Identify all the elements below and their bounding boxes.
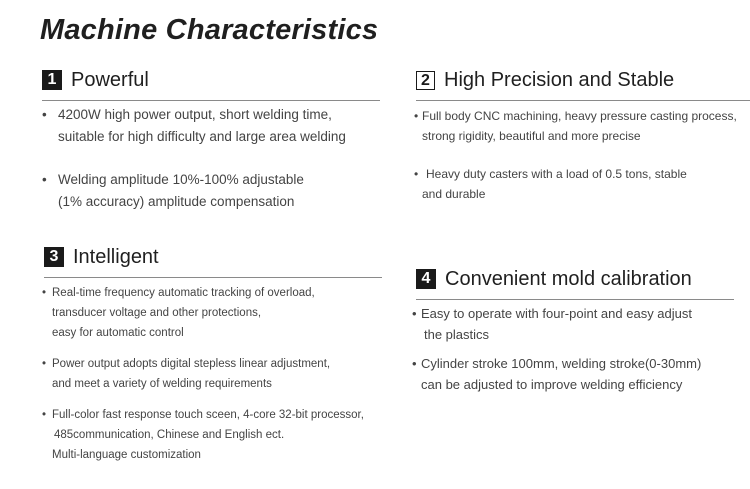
bullet-line: Multi-language customization — [52, 449, 201, 461]
section-divider — [42, 100, 380, 101]
bullet-dot-icon: • — [412, 356, 417, 371]
bullet-line: and durable — [422, 187, 486, 201]
bullet-item — [412, 353, 701, 395]
section-intelligent — [44, 245, 382, 278]
bullet-dot-icon: • — [42, 358, 47, 370]
section-number-badge: 3 — [44, 247, 64, 267]
bullet-line: Power output adopts digital stepless linear adjustment, — [52, 358, 331, 370]
bullet-line: and meet a variety of welding requirements — [52, 378, 272, 390]
section-mold-calibration — [416, 267, 734, 300]
bullet-line: can be adjusted to improve welding efficiency — [421, 377, 683, 392]
bullet-dot-icon: • — [414, 109, 419, 123]
section-header — [42, 68, 380, 92]
bullet-line: Full-color fast response touch sceen, 4-core 32-bit processor, — [52, 409, 364, 421]
bullet-item — [414, 106, 737, 146]
bullet-item — [42, 405, 364, 465]
bullet-item — [42, 104, 346, 148]
section-title: Convenient mold calibration — [445, 267, 692, 290]
bullet-item — [412, 303, 692, 345]
page-title: Machine Characteristics — [40, 14, 379, 46]
section-divider — [416, 100, 750, 101]
bullet-line: Easy to operate with four-point and easy adjust — [421, 306, 692, 321]
bullet-line: suitable for high difficulty and large area welding — [58, 129, 346, 144]
bullet-line: Cylinder stroke 100mm, welding stroke(0-30mm) — [421, 356, 702, 371]
bullet-line: Full body CNC machining, heavy pressure casting process, — [422, 109, 737, 123]
section-title: Intelligent — [73, 245, 159, 268]
bullet-line: 485communication, Chinese and English ect. — [54, 429, 285, 441]
section-header — [416, 68, 750, 92]
bullet-dot-icon: • — [42, 172, 47, 187]
bullet-line: (1% accuracy) amplitude compensation — [58, 194, 295, 209]
bullet-line: Heavy duty casters with a load of 0.5 tons, stable — [426, 167, 687, 181]
bullet-dot-icon: • — [42, 409, 47, 421]
section-header — [44, 245, 382, 269]
bullet-dot-icon: • — [42, 287, 47, 299]
bullet-item — [42, 354, 330, 394]
section-title: High Precision and Stable — [444, 68, 675, 91]
bullet-line: easy for automatic control — [52, 327, 184, 339]
section-title: Powerful — [71, 68, 149, 91]
section-divider — [44, 277, 382, 278]
bullet-line: 4200W high power output, short welding time, — [58, 107, 332, 122]
bullet-line: transducer voltage and other protections, — [52, 307, 262, 319]
bullet-line: Real-time frequency automatic tracking of overload, — [52, 287, 315, 299]
section-divider — [416, 299, 734, 300]
section-number-badge: 2 — [416, 71, 435, 90]
section-high-precision — [416, 68, 750, 101]
bullet-item — [42, 169, 304, 213]
bullet-line: Welding amplitude 10%-100% adjustable — [58, 172, 304, 187]
bullet-dot-icon: • — [414, 167, 419, 181]
section-number-badge: 4 — [416, 269, 436, 289]
section-number-badge: 1 — [42, 70, 62, 90]
bullet-line: the plastics — [424, 327, 490, 342]
section-powerful — [42, 68, 380, 101]
bullet-dot-icon: • — [42, 107, 47, 122]
bullet-item — [42, 283, 315, 343]
bullet-dot-icon: • — [412, 306, 417, 321]
bullet-item — [414, 164, 687, 204]
bullet-line: strong rigidity, beautiful and more precise — [422, 129, 641, 143]
section-header — [416, 267, 734, 291]
